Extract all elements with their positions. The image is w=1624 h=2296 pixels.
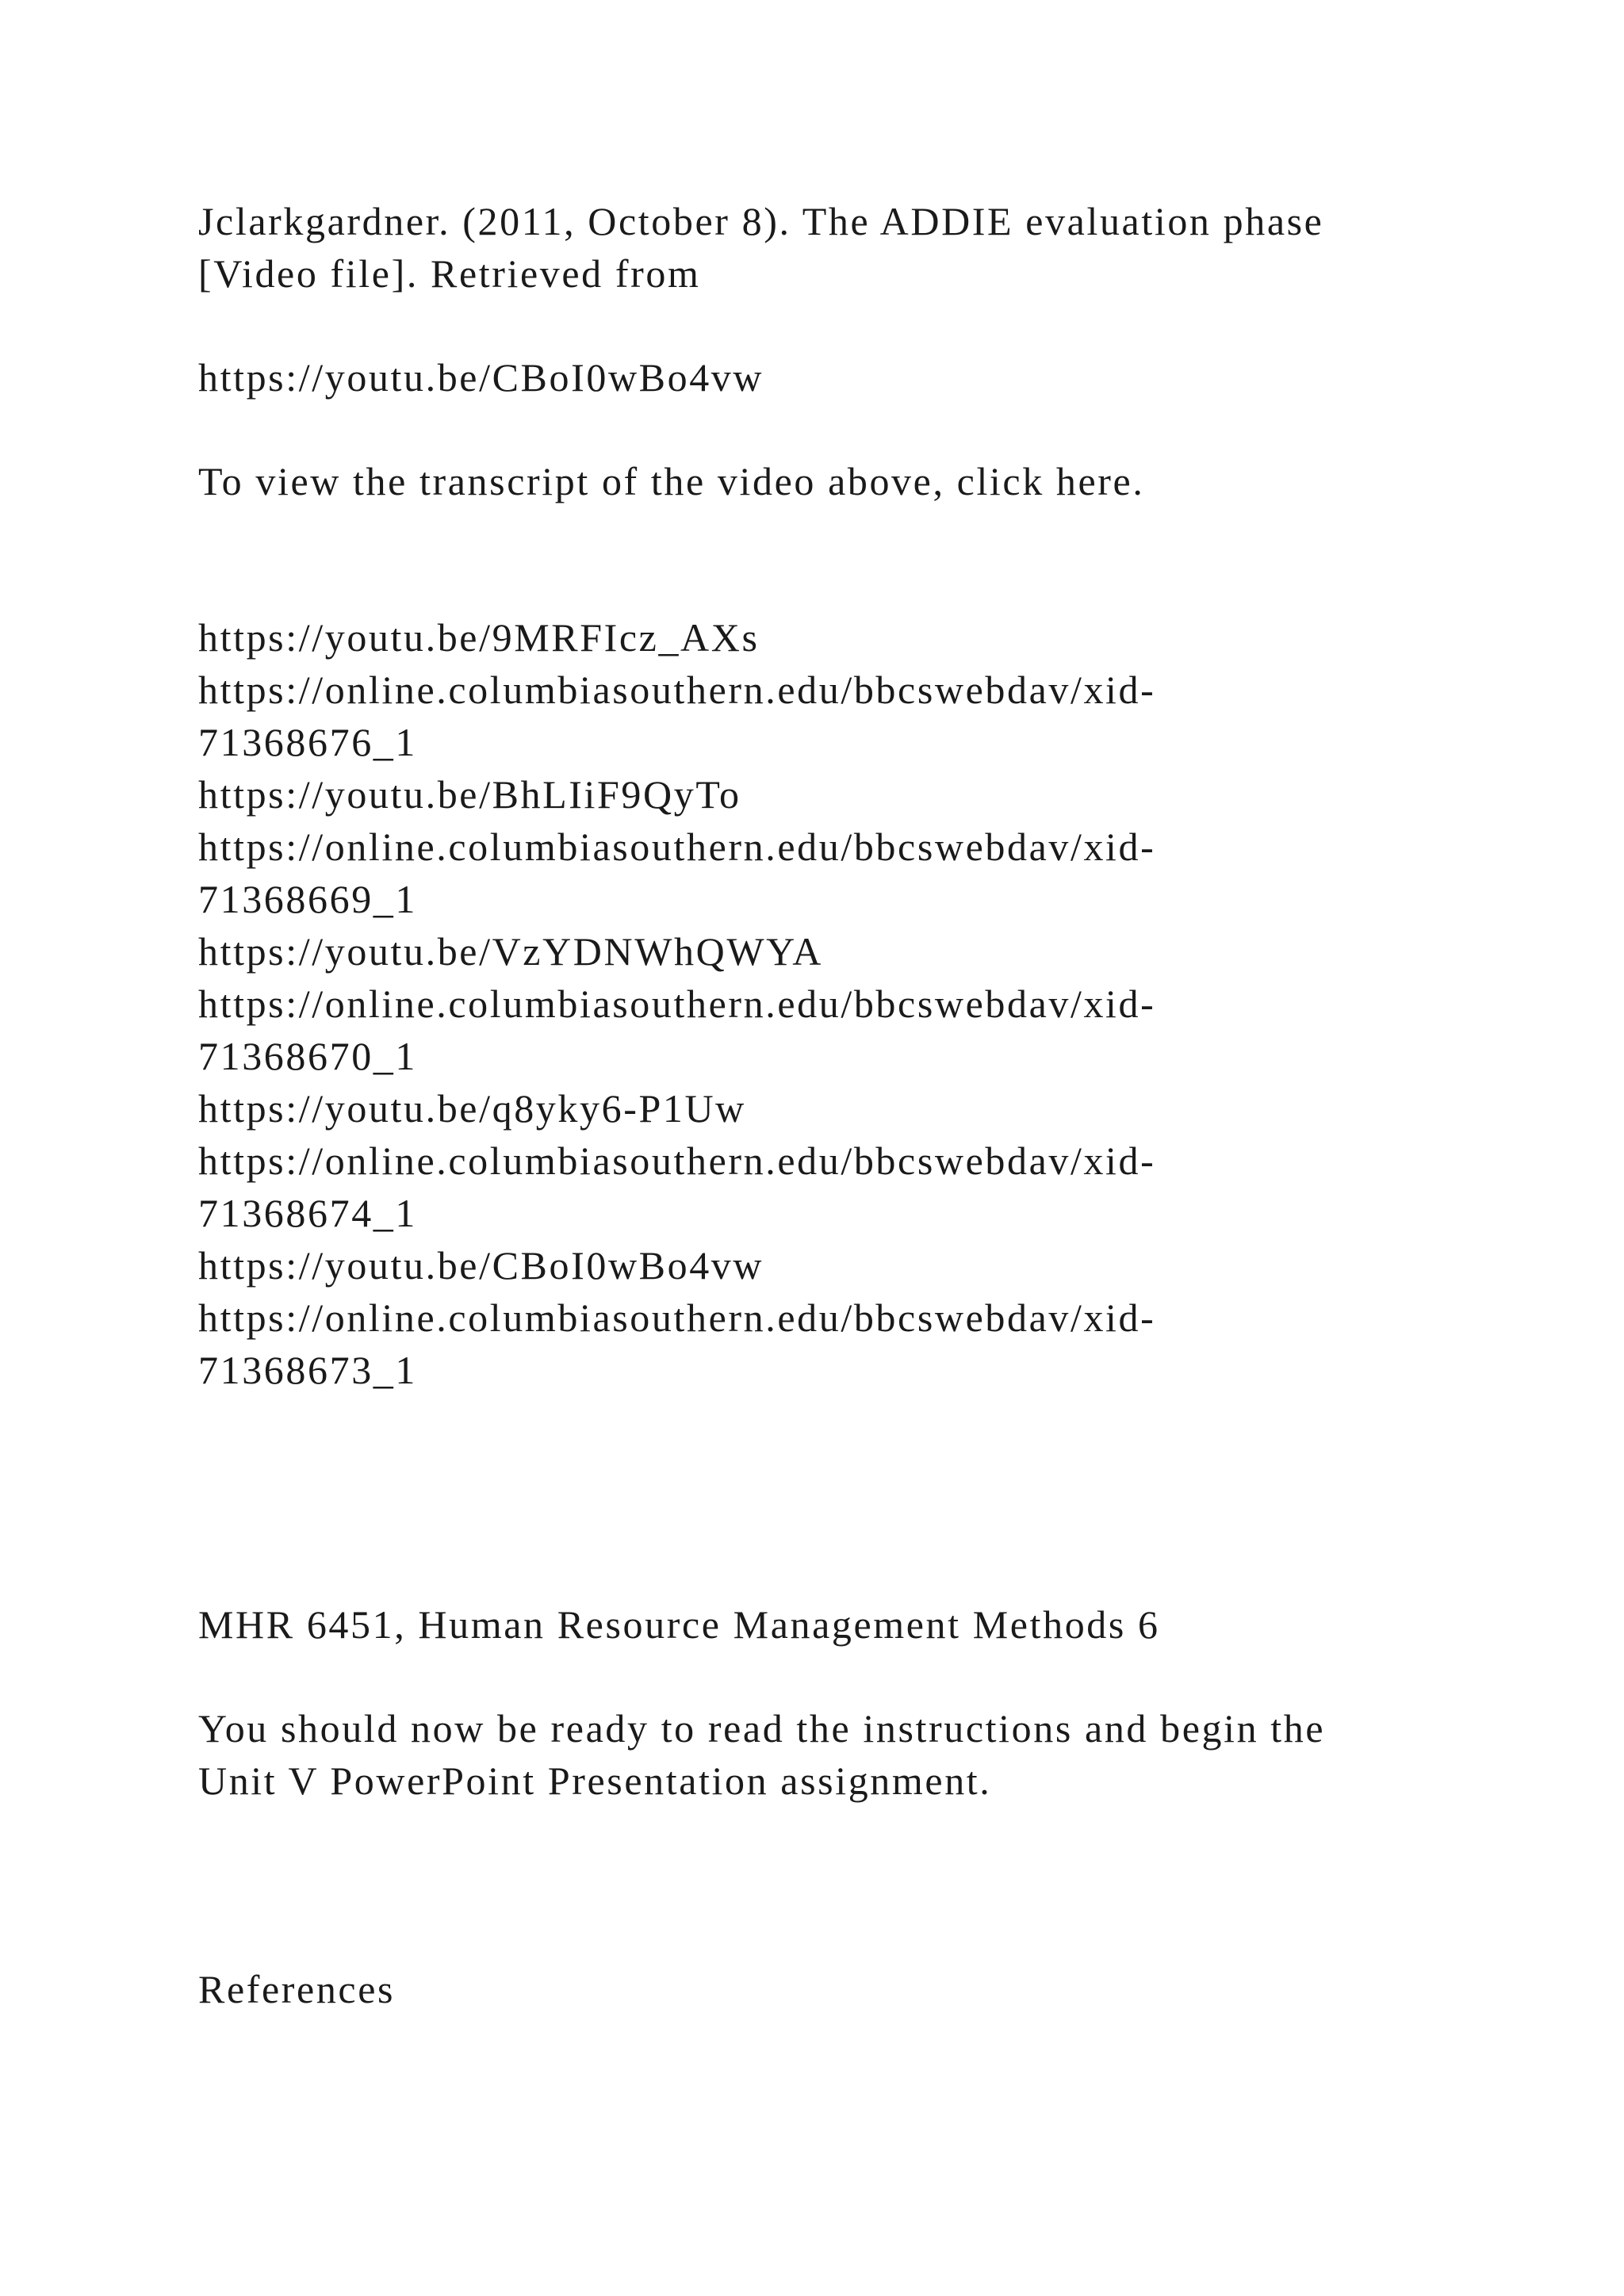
video-citation	[198, 195, 1467, 300]
citation-url-link[interactable]: https://youtu.be/CBoI0wBo4vw	[198, 355, 764, 400]
resource-link[interactable]: https://youtu.be/9MRFIcz_AXs	[198, 615, 760, 660]
citation-line: Jclarkgardner. (2011, October 8). The ADDIE evaluation phase	[198, 199, 1324, 243]
resource-link[interactable]: https://youtu.be/CBoI0wBo4vw	[198, 1243, 764, 1288]
resource-link[interactable]: 71368673_1	[198, 1348, 417, 1392]
resource-link[interactable]: https://youtu.be/VzYDNWhQWYA	[198, 929, 823, 974]
resource-link[interactable]: https://online.columbiasouthern.edu/bbcswebdav/xid-	[198, 825, 1156, 869]
resource-link[interactable]: 71368669_1	[198, 877, 417, 921]
references-heading-text: References	[198, 1967, 396, 2011]
resource-link[interactable]: https://youtu.be/q8yky6-P1Uw	[198, 1086, 746, 1131]
citation-url-block	[198, 351, 1467, 404]
resource-link[interactable]: https://online.columbiasouthern.edu/bbcswebdav/xid-	[198, 668, 1156, 712]
ready-line: Unit V PowerPoint Presentation assignment.	[198, 1758, 992, 1803]
resource-link[interactable]: https://online.columbiasouthern.edu/bbcswebdav/xid-	[198, 982, 1156, 1026]
references-heading	[198, 1963, 1467, 2015]
ready-paragraph	[198, 1702, 1467, 1807]
course-footer-text: MHR 6451, Human Resource Management Methods 6	[198, 1602, 1160, 1647]
resource-link[interactable]: https://online.columbiasouthern.edu/bbcswebdav/xid-	[198, 1138, 1156, 1183]
citation-line: [Video file]. Retrieved from	[198, 251, 701, 296]
transcript-link-text[interactable]: To view the transcript of the video above, click here.	[198, 459, 1145, 503]
resource-link[interactable]: 71368670_1	[198, 1034, 417, 1078]
resource-link[interactable]: https://online.columbiasouthern.edu/bbcswebdav/xid-	[198, 1295, 1156, 1340]
transcript-paragraph	[198, 455, 1467, 507]
course-footer	[198, 1598, 1467, 1651]
resource-link[interactable]: https://youtu.be/BhLIiF9QyTo	[198, 772, 741, 817]
resource-link[interactable]: 71368676_1	[198, 720, 417, 764]
resource-links-list	[198, 611, 1467, 1396]
ready-line: You should now be ready to read the instructions and begin the	[198, 1706, 1326, 1751]
resource-link[interactable]: 71368674_1	[198, 1191, 417, 1235]
